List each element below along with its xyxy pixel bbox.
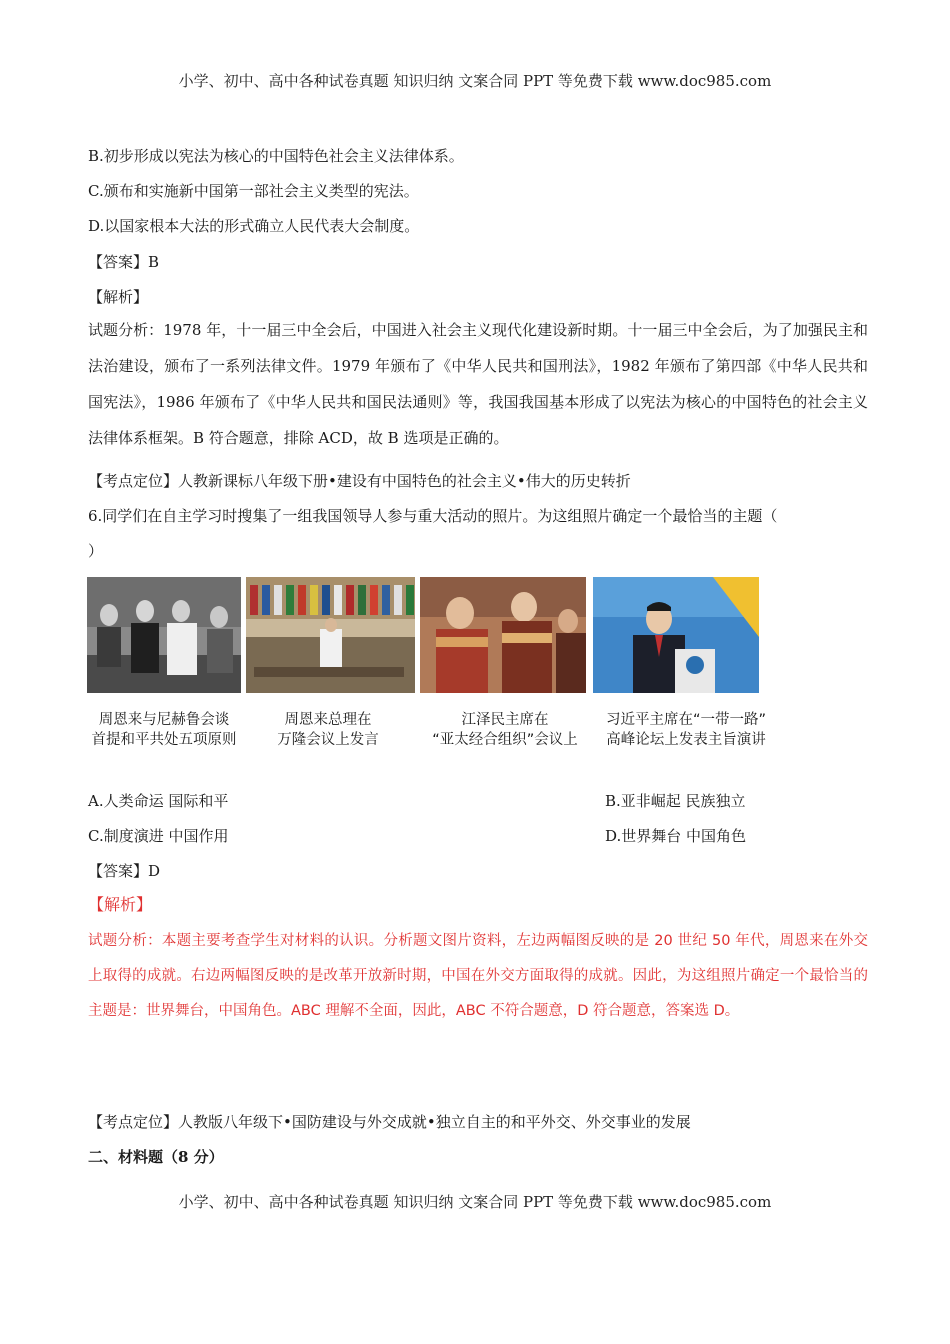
q6-option-c: C.制度演进 中国作用 xyxy=(88,827,229,845)
caption-photo-4-line1: 习近平主席在“一带一路” xyxy=(605,712,767,728)
q5-analysis-label: 【解析】 xyxy=(88,288,149,306)
caption-photo-3 xyxy=(405,710,605,750)
photo-bandung xyxy=(246,577,415,693)
caption-photo-4 xyxy=(584,710,788,750)
q6-stem: 6.同学们在自主学习时搜集了一组我国领导人参与重大活动的照片。为这组照片确定一个最恰当的主题（ xyxy=(88,507,778,525)
section-2-heading: 二、材料题（8 分） xyxy=(88,1148,224,1166)
q6-option-a: A.人类命运 国际和平 xyxy=(88,792,229,810)
q5-option-c: C.颁布和实施新中国第一部社会主义类型的宪法。 xyxy=(88,182,419,200)
caption-photo-3-line1: 江泽民主席在 xyxy=(461,712,549,728)
photo-zhou-nehru xyxy=(87,577,241,693)
q6-analysis-text: 试题分析：本题主要考查学生对材料的认识。分析题文图片资料，左边两幅图反映的是 20 世纪 50 年代，周恩来在外交上取得的成就。右边两幅图反映的是改革开放新时期，中国在外交方面取得的成就。因此，为这组照片确定一个最恰当的主题是：世界舞台，中国角色。ABC 理解不全面，因此，ABC 不符合题意，D 符合题意，答案选 D。 xyxy=(88,933,868,1019)
photo-apec xyxy=(420,577,586,693)
q5-kaodian: 【考点定位】人教新课标八年级下册•建设有中国特色的社会主义•伟大的历史转折 xyxy=(88,472,631,490)
caption-photo-4-line2: 高峰论坛上发表主旨演讲 xyxy=(606,732,766,748)
page-header: 小学、初中、高中各种试卷真题 知识归纳 文案合同 PPT 等免费下载 www.doc985.com xyxy=(178,72,772,90)
caption-photo-2-line2: 万隆会议上发言 xyxy=(277,732,379,748)
page-footer: 小学、初中、高中各种试卷真题 知识归纳 文案合同 PPT 等免费下载 www.doc985.com xyxy=(178,1193,772,1211)
q6-option-d: D.世界舞台 中国角色 xyxy=(605,827,747,845)
caption-photo-1 xyxy=(72,710,256,750)
caption-photo-1-line1: 周恩来与尼赫鲁会谈 xyxy=(98,712,230,728)
q6-answer: 【答案】D xyxy=(88,862,161,880)
q6-kaodian: 【考点定位】人教版八年级下•国防建设与外交成就•独立自主的和平外交、外交事业的发展 xyxy=(88,1113,691,1131)
photo-belt-road-forum xyxy=(593,577,759,693)
q6-stem-paren: ） xyxy=(88,542,104,560)
q6-analysis-label: 【解析】 xyxy=(88,895,153,914)
q5-analysis-text: 试题分析：1978 年，十一届三中全会后，中国进入社会主义现代化建设新时期。十一届三中全会后，为了加强民主和法治建设，颁布了一系列法律文件。1979 年颁布了《中华人民共和国刑法》，1982 年颁布了第四部《中华人民共和国宪法》，1986 年颁布了《中华人民共和国民法通则》等，我国我国基本形成了以宪法为核心的中国特色的社会主义法律体系框架。B 符合题意，排除 ACD，故 B 选项是正确的。 xyxy=(88,321,868,447)
caption-photo-2 xyxy=(236,710,420,750)
q5-answer: 【答案】B xyxy=(88,253,160,271)
q5-option-d: D.以国家根本大法的形式确立人民代表大会制度。 xyxy=(88,217,420,235)
q6-option-b: B.亚非崛起 民族独立 xyxy=(605,792,746,810)
q5-option-b: B.初步形成以宪法为核心的中国特色社会主义法律体系。 xyxy=(88,147,464,165)
caption-photo-2-line1: 周恩来总理在 xyxy=(284,712,372,728)
caption-photo-3-line2: “亚太经合组织”会议上 xyxy=(432,732,578,748)
caption-photo-1-line2: 首提和平共处五项原则 xyxy=(91,732,237,748)
